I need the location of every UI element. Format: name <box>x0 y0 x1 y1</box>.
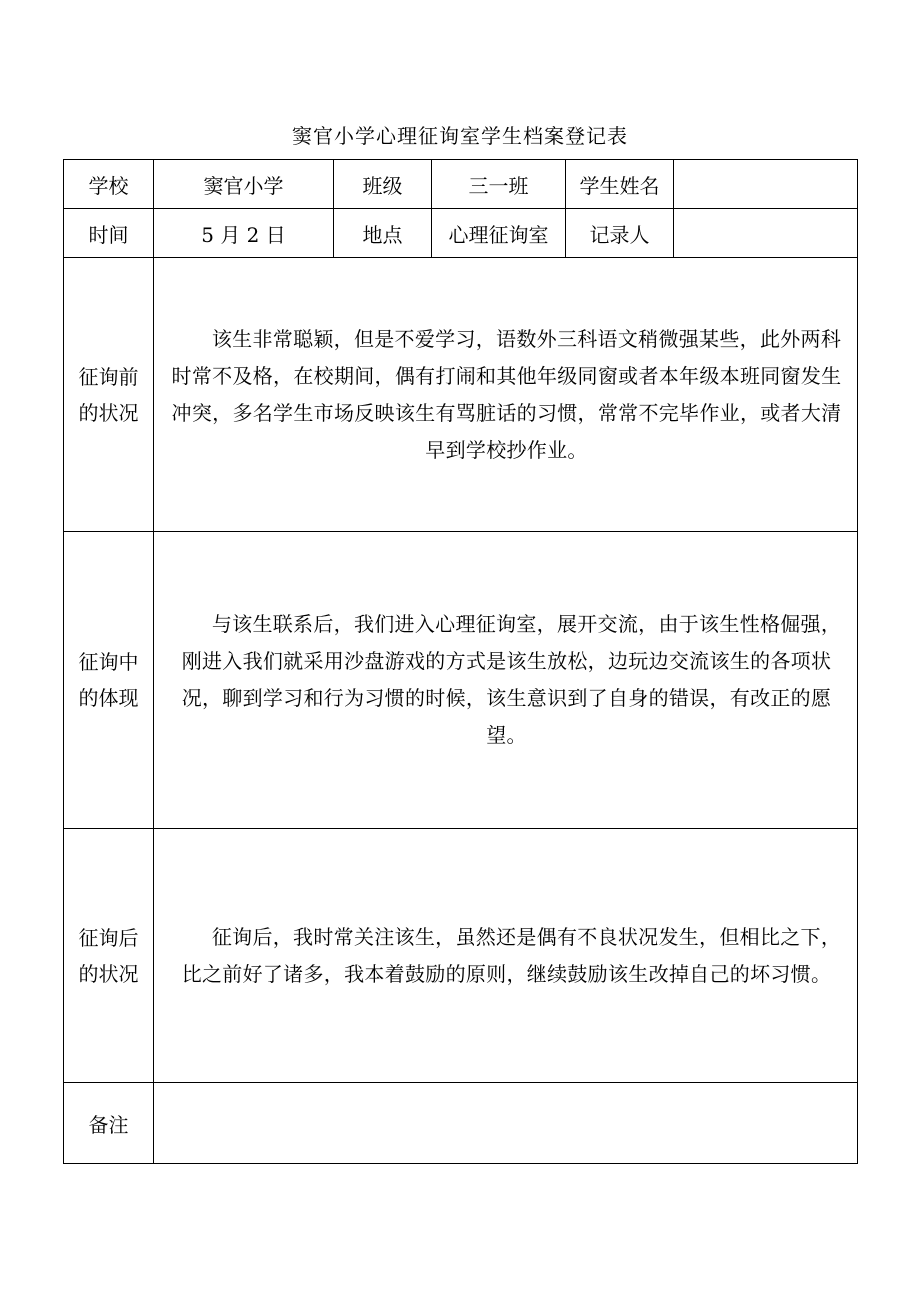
notes-value <box>154 1083 858 1164</box>
before-label-line1: 征询前 <box>78 364 139 389</box>
time-label: 时间 <box>64 209 154 258</box>
after-consultation-label <box>64 829 154 1083</box>
student-name-label: 学生姓名 <box>566 160 674 209</box>
during-consultation-label <box>64 532 154 829</box>
class-value: 三一班 <box>432 160 566 209</box>
school-label: 学校 <box>64 160 154 209</box>
student-record-table <box>63 159 858 1164</box>
recorder-label: 记录人 <box>566 209 674 258</box>
notes-label: 备注 <box>64 1083 154 1164</box>
after-consultation-text: 征询后，我时常关注该生，虽然还是偶有不良状况发生，但相比之下，比之前好了诸多，我本着鼓励的原则，继续鼓励该生改掉自己的坏习惯。 <box>154 829 858 1083</box>
school-value: 窦官小学 <box>154 160 334 209</box>
location-value: 心理征询室 <box>432 209 566 258</box>
student-name-value <box>674 160 858 209</box>
recorder-value <box>674 209 858 258</box>
document-title: 窦官小学心理征询室学生档案登记表 <box>292 124 628 148</box>
after-label-line2: 的状况 <box>78 961 139 986</box>
before-consultation-text: 该生非常聪颖，但是不爱学习，语数外三科语文稍微强某些，此外两科时常不及格，在校期间，偶有打闹和其他年级同窗或者本年级本班同窗发生冲突，多名学生市场反映该生有骂脏话的习惯，常常不完毕作业，或者大清早到学校抄作业。 <box>154 258 858 532</box>
before-label-line2: 的状况 <box>78 400 139 425</box>
table-row-after-consultation <box>64 829 858 1083</box>
table-row-before-consultation <box>64 258 858 532</box>
location-label: 地点 <box>334 209 432 258</box>
table-row-during-consultation <box>64 532 858 829</box>
table-row-time <box>64 209 858 258</box>
during-label-line1: 征询中 <box>78 650 139 674</box>
table-row-notes <box>64 1083 858 1164</box>
during-consultation-text: 与该生联系后，我们进入心理征询室，展开交流，由于该生性格倔强，刚进入我们就采用沙盘游戏的方式是该生放松，边玩边交流该生的各项状况，聊到学习和行为习惯的时候，该生意识到了自身的错误，有改正的愿望。 <box>154 532 858 829</box>
before-consultation-label <box>64 258 154 532</box>
table-row-school <box>64 160 858 209</box>
after-label-line1: 征询后 <box>78 925 139 950</box>
during-label-line2: 的体现 <box>78 686 139 710</box>
class-label: 班级 <box>334 160 432 209</box>
time-value: 5 月 2 日 <box>154 209 334 258</box>
